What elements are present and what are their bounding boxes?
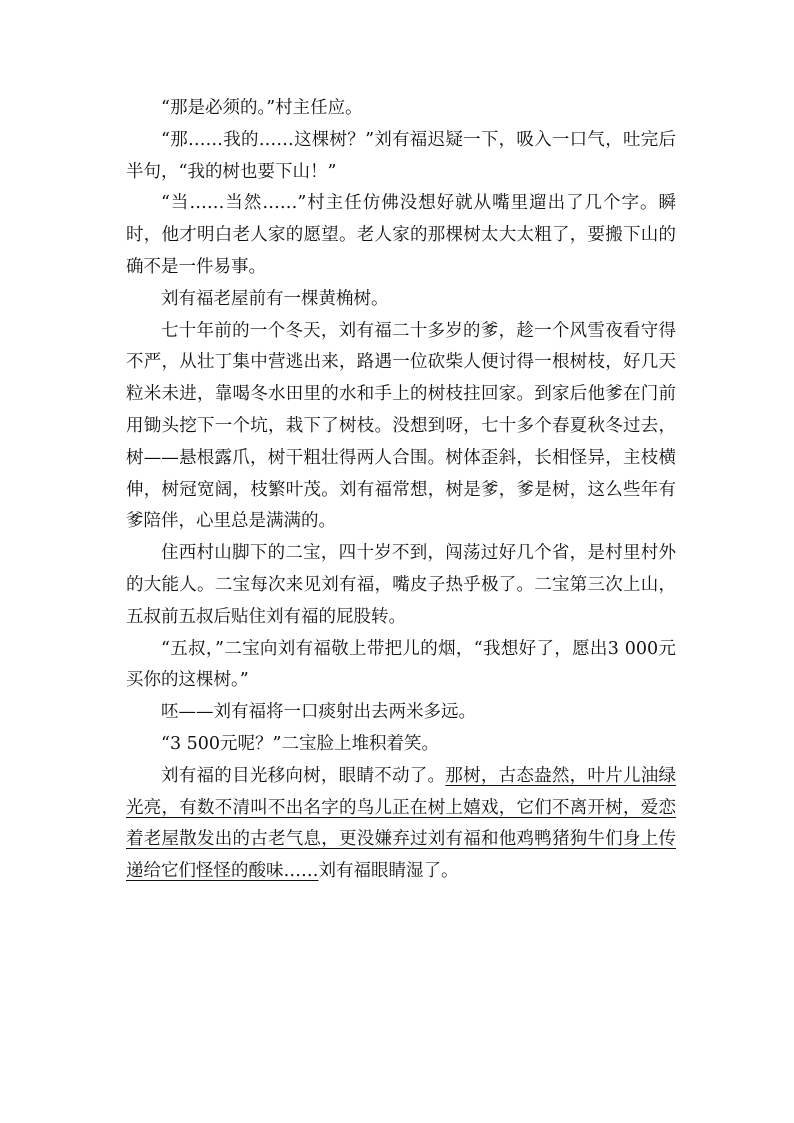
paragraph-lead-text: 刘有福的目光移向树，眼睛不动了。: [161, 765, 446, 786]
paragraph: 刘有福老屋前有一棵黄桷树。: [161, 288, 389, 309]
paragraph: 住西村山脚下的二宝，四十岁不到，闯荡过好几个省，是村里村外的大能人。二宝每次来见刘有福，嘴皮子热乎极了。二宝第三次上山，五叔前五叔后贴住刘有福的屁股转。: [126, 543, 676, 627]
paragraph: “五叔，”二宝向刘有福敬上带把儿的烟，“我想好了，愿出3 000元买你的这棵树。”: [126, 638, 676, 691]
paragraph: “3 500元呢？”二宝脸上堆积着笑。: [161, 733, 439, 754]
paragraph: 七十年前的一个冬天，刘有福二十多岁的爹，趁一个风雪夜看守得不严，从壮丁集中营逃出来，路遇一位砍柴人便讨得一根树枝，好几天粒米未进，靠喝冬水田里的水和手上的树枝拄回家。到家后他爹在门前用锄头挖下一个坑，栽下了树枝。没想到呀，七十多个春夏秋冬过去，树——悬根露爪，树干粗壮得两人合围。树体歪斜，长相怪异，主枝横伸，树冠宽阔，枝繁叶茂。刘有福常想，树是爹，爹是树，这么些年有爹陪伴，心里总是满满的。: [126, 320, 676, 532]
paragraph: 呸——刘有福将一口痰射出去两米多远。: [161, 702, 476, 723]
paragraph: “当……当然……”村主任仿佛没想好就从嘴里遛出了几个字。瞬时，他才明白老人家的愿望。老人家的那棵树太大太粗了，要搬下山的确不是一件易事。: [126, 193, 676, 277]
paragraph: “那是必须的。”村主任应。: [161, 98, 363, 118]
underlined-passage: 那树，古态盎然，叶片儿油绿光亮，有数不清叫不出名字的鸟儿正在树上嬉戏，它们不离开树，爱恋着老屋散发出的古老气息，更没嫌弃过刘有福和他鸡鸭猪狗牛们身上传递给它们怪怪的酸味……: [126, 765, 677, 882]
paragraph-tail-text: 刘有福眼睛湿了。: [318, 861, 459, 882]
paragraph: “那……我的……这棵树？”刘有福迟疑一下，吸入一口气，吐完后半句，“我的树也要下山！”: [126, 129, 676, 182]
paragraph-with-underline: [126, 761, 676, 888]
story-text: [126, 93, 676, 888]
